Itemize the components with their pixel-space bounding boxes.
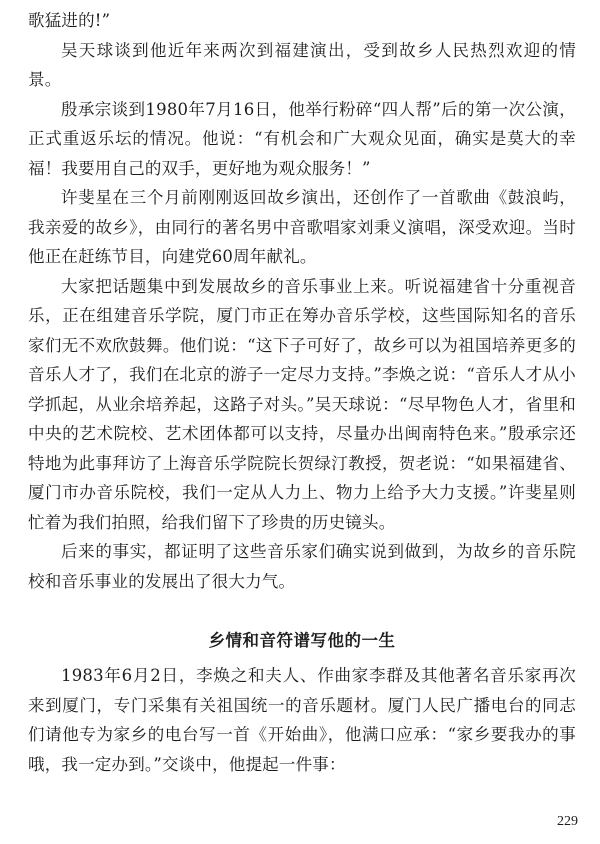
- section-title: 乡情和音符谱写他的一生: [208, 631, 396, 650]
- paragraph-later-facts: 后来的事实，都证明了这些音乐家们确实说到做到，为故乡的音乐院校和音乐事业的发展出了很大力气。: [28, 542, 576, 591]
- paragraph-music-development: 大家把话题集中到发展故乡的音乐事业上来。听说福建省十分重视音乐，正在组建音乐学院，厦门市正在筹办音乐学校，这些国际知名的音乐家们无不欢欣鼓舞。他们说：“这下子可好了，故乡可以为祖国培养更多的音乐人才了，我们在北京的游子一定尽力支持。”李焕之说：“音乐人才从小学抓起，从业余培养起，这路子对头。”吴天球说：“尽早物色人才，省里和中央的艺术院校、艺术团体都可以支持，尽量办出闽南特色来。”殷承宗还特地为此事拜访了上海音乐学院院长贺绿汀教授，贺老说：“如果福建省、厦门市办音乐院校，我们一定从人力上、物力上给予大力支援。”许斐星则忙着为我们拍照，给我们留下了珍贵的历史镜头。: [28, 276, 576, 532]
- page-body: [28, 6, 576, 779]
- paragraph-yin-chengzong: 殷承宗谈到1980年7月16日，他举行粉碎“四人帮”后的第一次公演，正式重返乐坛的情况。他说：“有机会和广大观众见面，确实是莫大的幸福！我要用自己的双手，更好地为观众服务！”: [28, 99, 576, 178]
- paragraph-wu-tianqiu: 吴天球谈到他近年来两次到福建演出，受到故乡人民热烈欢迎的情景。: [28, 40, 576, 89]
- paragraph-xu-feixing: 许斐星在三个月前刚刚返回故乡演出，还创作了一首歌曲《鼓浪屿，我亲爱的故乡》，由同行的著名男中音歌唱家刘秉义演唱，深受欢迎。当时他正在赶练节目，向建党60周年献礼。: [28, 188, 576, 266]
- paragraph-continuation: 歌猛进的!”: [28, 11, 111, 30]
- page-number: 229: [557, 814, 578, 829]
- paragraph-1983-visit: 1983年6月2日，李焕之和夫人、作曲家李群及其他著名音乐家再次来到厦门，专门采集有关祖国统一的音乐题材。厦门人民广播电台的同志们请他专为家乡的电台写一首《开始曲》，他满口应承：“家乡要我办的事哦，我一定办到。”交谈中，他提起一件事：: [28, 666, 576, 774]
